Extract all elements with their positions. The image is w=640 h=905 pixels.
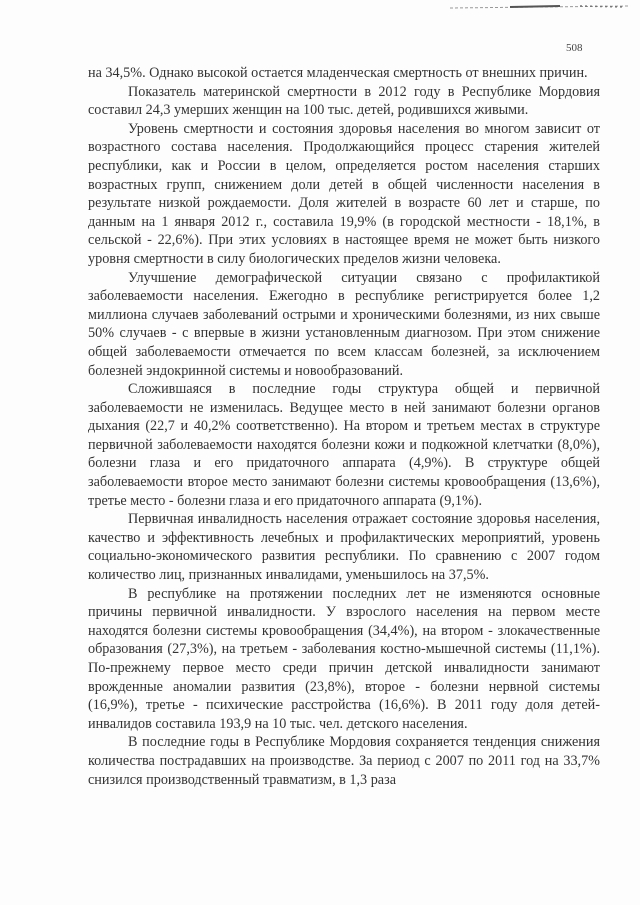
paragraph-maternal-mortality: Показатель материнской смертности в 2012 году в Республике Мордовия составил 24,3 умерших женщин на 100 тыс. детей, родившихся живыми.	[88, 83, 600, 119]
paragraph-workplace-injuries: В последние годы в Республике Мордовия сохраняется тенденция снижения количества пострадавших на производстве. За период с 2007 по 2011 год на 33,7% снизился производственный травматизм, в 1,3 раза	[88, 734, 600, 788]
paragraph-morbidity-prevention: Улучшение демографической ситуации связано с профилактикой заболеваемости населения. Ежегодно в республике регистрируется более 1,2 миллиона случаев заболеваний острыми и хроническими болезнями, из них свыше 50% случаев - с впервые в жизни установленным диагнозом. При этом снижение общей заболеваемости отмечается по всем классам болезней, за исключением болезней эндокринной системы и новообразований.	[88, 269, 600, 379]
paragraph-continuation: на 34,5%. Однако высокой остается младенческая смертность от внешних причин.	[88, 65, 588, 81]
page-number: 508	[566, 42, 583, 54]
paragraph-disability-causes: В республике на протяжении последних лет не изменяются основные причины первичной инвалидности. У взрослого населения на первом месте находятся болезни системы кровообращения (34,4%), на втором - злокачественные образования (27,3%), на третьем - заболевания костно-мышечной системы (11,1%). По-прежнему первое место среди причин детской инвалидности занимают врожденные аномалии развития (23,8%), второе - болезни нервной системы (16,9%), третье - психические расстройства (16,6%). В 2011 году доля детей-инвалидов составила 193,9 на 10 тыс. чел. детского населения.	[88, 585, 600, 732]
paragraph-primary-disability: Первичная инвалидность населения отражает состояние здоровья населения, качество и эффективность лечебных и профилактических мероприятий, уровень социально-экономического развития республики. По сравнению с 2007 годом количество лиц, признанных инвалидами, уменьшилось на 37,5%.	[88, 511, 600, 584]
paragraph-population-age: Уровень смертности и состояния здоровья населения во многом зависит от возрастного состава населения. Продолжающийся процесс старения жителей республики, как и России в целом, определяется ростом населения старших возрастных групп, снижением доли детей в общей численности населения в результате низкой рождаемости. Доля жителей в возрасте 60 лет и старше, по данным на 1 января 2012 г., составила 19,9% (в городской местности - 18,1%, в сельской - 22,6%). При этих условиях в настоящее время не может быть низкого уровня смертности в силу биологических пределов жизни человека.	[88, 120, 600, 267]
paragraph-morbidity-structure: Сложившаяся в последние годы структура общей и первичной заболеваемости не изменилась. Ведущее место в ней занимают болезни органов дыхания (22,7 и 40,2% соответственно). На втором и третьем местах в структуре первичной заболеваемости находятся болезни кожи и подкожной клетчатки (8,0%), болезни глаза и его придаточного аппарата (4,9%). В структуре общей заболеваемости второе место занимают болезни системы кровообращения (13,6%), третье место - болезни глаза и его придаточного аппарата (9,1%).	[88, 381, 600, 509]
scan-artifact-marks	[440, 0, 640, 14]
document-body	[88, 64, 600, 789]
